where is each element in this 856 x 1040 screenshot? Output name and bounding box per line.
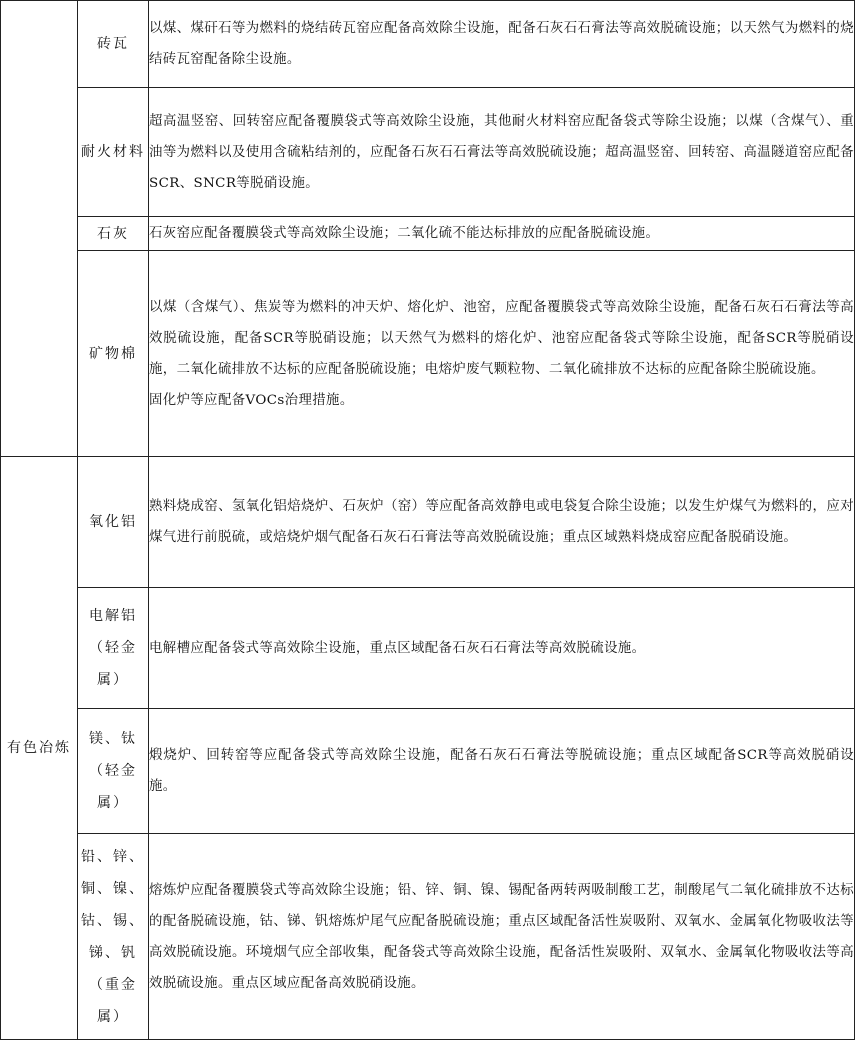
table-row [1,217,855,251]
subcategory-cell [78,1,149,88]
subcategory-label: 氧化铝 [89,514,137,530]
description-text: 煅烧炉、回转窑等应配备袋式等高效除尘设施，配备石灰石石膏法等脱硫设施；重点区域配备SCR等高效脱硝设施。 [149,748,854,794]
subcategory-cell [78,588,149,709]
description-text: 固化炉等应配备VOCs治理措施。 [149,392,354,408]
description-cell [149,217,855,251]
subcategory-label: 砖瓦 [97,36,129,52]
subcategory-cell [78,251,149,457]
table-row [1,834,855,1040]
description-cell [149,251,855,457]
subcategory-cell [78,217,149,251]
table-row [1,1,855,88]
description-cell [149,834,855,1040]
description-text: 电解槽应配备袋式等高效除尘设施，重点区域配备石灰石石膏法等高效脱硫设施。 [149,640,646,656]
table-row [1,88,855,217]
description-cell [149,709,855,834]
subcategory-label: 矿物棉 [89,345,137,362]
table-row [1,588,855,709]
subcategory-cell [78,88,149,217]
subcategory-label: 铅、锌、铜、镍、钴、锡、锑、钒（重金属） [81,848,145,1025]
subcategory-cell [78,709,149,834]
description-cell [149,457,855,588]
description-cell [149,588,855,709]
subcategory-cell [78,834,149,1040]
category-label: 有色冶炼 [7,740,71,756]
description-text: 熔炼炉应配备覆膜袋式等高效除尘设施；铅、锌、铜、镍、锡配备两转两吸制酸工艺，制酸尾气二氧化硫排放不达标的配备脱硫设施，钴、锑、钒熔炼炉尾气应配备脱硫设施；重点区域配备活性炭吸附、双氧水、金属氧化物吸收法等高效脱硫设施。环境烟气应全部收集，配备袋式等高效除尘设施，配备活性炭吸附、双氧水、金属氧化物吸收法等高效脱硫设施。重点区域应配备高效脱硝设施。 [149,882,854,991]
category-cell-building-materials [1,1,78,457]
description-text: 超高温竖窑、回转窑应配备覆膜袋式等高效除尘设施，其他耐火材料窑应配备袋式等除尘设施；以煤（含煤气）、重油等为燃料以及使用含硫粘结剂的，应配备石灰石石膏法等高效脱硫设施；超高温竖窑、回转窑、高温隧道窑应配备SCR、SNCR等脱硝设施。 [149,113,854,191]
subcategory-label: 石灰 [97,225,129,242]
description-cell [149,1,855,88]
table-row [1,251,855,457]
subcategory-label: 耐火材料 [81,144,145,160]
category-cell [1,457,78,1040]
subcategory-label: 镁、钛（轻金属） [89,731,137,811]
description-text: 以煤（含煤气）、焦炭等为燃料的冲天炉、熔化炉、池窑，应配备覆膜袋式等高效除尘设施，配备石灰石石膏法等高效脱硫设施，配备SCR等脱硝设施；以天然气为燃料的熔化炉、池窑应配备袋式等除尘设施，配备SCR等脱硝设施，二氧化硫排放不达标的应配备脱硫设施；电熔炉废气颗粒物、二氧化硫排放不达标的应配备除尘脱硫设施。 [149,299,854,377]
description-cell [149,88,855,217]
subcategory-label: 电解铝（轻金属） [89,608,137,688]
subcategory-cell [78,457,149,588]
table-row [1,709,855,834]
description-text: 熟料烧成窑、氢氧化铝焙烧炉、石灰炉（窑）等应配备高效静电或电袋复合除尘设施；以发生炉煤气为燃料的，应对煤气进行前脱硫，或焙烧炉烟气配备石灰石石膏法等高效脱硫设施；重点区域熟料烧成窑应配备脱硝设施。 [149,499,854,545]
table-row [1,457,855,588]
description-text: 以煤、煤矸石等为燃料的烧结砖瓦窑应配备高效除尘设施，配备石灰石石膏法等高效脱硫设施；以天然气为燃料的烧结砖瓦窑配备除尘设施。 [149,21,854,67]
description-text: 石灰窑应配备覆膜袋式等高效除尘设施；二氧化硫不能达标排放的应配备脱硫设施。 [149,226,660,241]
